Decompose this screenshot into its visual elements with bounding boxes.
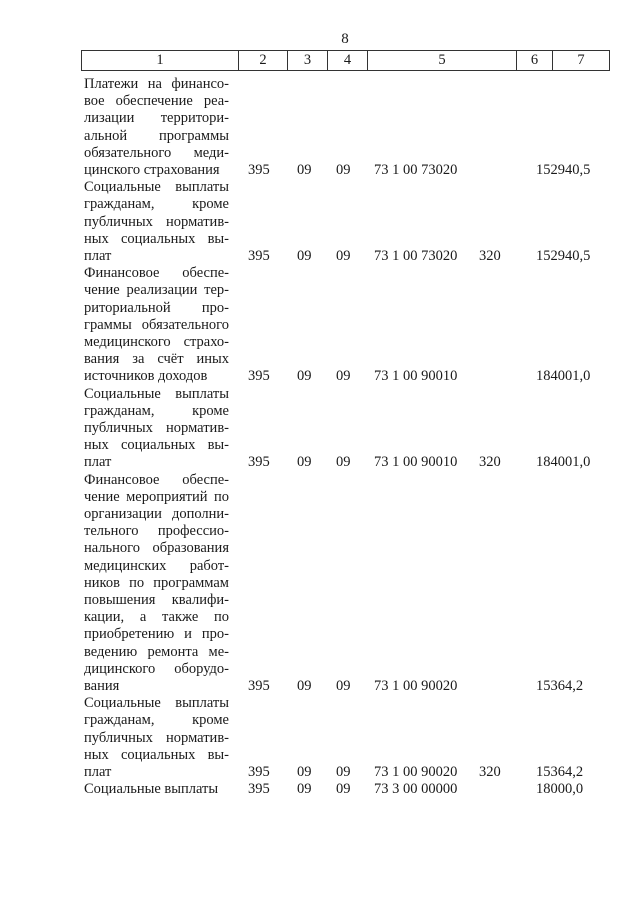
description-line: кации, а также по bbox=[84, 609, 229, 626]
description-line: плат bbox=[84, 248, 112, 264]
row-description bbox=[84, 695, 229, 781]
row-description bbox=[84, 179, 229, 265]
cell-c7: 184001,0 bbox=[536, 368, 591, 385]
header-col-3: 3 bbox=[288, 51, 328, 70]
header-col-6: 6 bbox=[517, 51, 553, 70]
cell-c2: 395 bbox=[248, 368, 270, 385]
cell-c2: 395 bbox=[248, 781, 270, 798]
cell-c5: 73 1 00 90020 bbox=[374, 677, 458, 694]
description-line: плат bbox=[84, 764, 112, 780]
cell-c4: 09 bbox=[336, 677, 351, 694]
description-line: лизации территори- bbox=[84, 110, 229, 127]
row-description bbox=[84, 386, 229, 472]
cell-c4: 09 bbox=[336, 763, 351, 780]
cell-c2: 395 bbox=[248, 162, 270, 178]
description-line: публичных норматив- bbox=[84, 213, 229, 230]
header-col-4: 4 bbox=[328, 51, 368, 70]
header-col-1: 1 bbox=[82, 51, 239, 70]
description-line: источников доходов bbox=[84, 368, 208, 385]
description-line: гражданам, кроме bbox=[84, 712, 229, 729]
description-line: ников по программам bbox=[84, 574, 229, 591]
row-description bbox=[84, 265, 229, 385]
cell-c3: 09 bbox=[297, 763, 312, 780]
cell-c4: 09 bbox=[336, 247, 351, 264]
cell-c2: 395 bbox=[248, 247, 270, 264]
description-line: ных социальных вы- bbox=[84, 746, 229, 763]
description-line: Социальные выплаты bbox=[84, 385, 229, 402]
cell-c7: 152940,5 bbox=[536, 247, 591, 264]
cell-c7: 15364,2 bbox=[536, 677, 584, 694]
description-line: организации дополни- bbox=[84, 506, 229, 522]
cell-c6: 320 bbox=[479, 454, 501, 471]
cell-c3: 09 bbox=[297, 247, 312, 264]
cell-c7: 15364,2 bbox=[536, 763, 584, 780]
header-col-5: 5 bbox=[368, 51, 517, 70]
cell-c4: 09 bbox=[336, 781, 351, 798]
cell-c3: 09 bbox=[297, 454, 312, 471]
cell-c7: 152940,5 bbox=[536, 162, 591, 178]
description-line: чение мероприятий по bbox=[84, 488, 229, 505]
description-line: Социальные выплаты bbox=[84, 781, 219, 798]
description-line: медицинского страхо- bbox=[84, 334, 229, 350]
description-line: публичных норматив- bbox=[84, 729, 229, 746]
description-line: гражданам, кроме bbox=[84, 196, 229, 213]
description-line: граммы обязательного bbox=[84, 316, 229, 333]
cell-c5: 73 1 00 90010 bbox=[374, 454, 458, 471]
row-description bbox=[84, 472, 229, 696]
description-line: чение реализации тер- bbox=[84, 282, 229, 299]
description-line: повышения квалифи- bbox=[84, 592, 229, 609]
description-line: медицинских работ- bbox=[84, 557, 229, 574]
row-description bbox=[84, 781, 229, 798]
description-line: ведению ремонта ме- bbox=[84, 643, 229, 660]
description-line: дицинского оборудо- bbox=[84, 660, 229, 677]
row-description bbox=[84, 76, 229, 179]
description-line: Финансовое обеспе- bbox=[84, 265, 229, 282]
header-col-2: 2 bbox=[239, 51, 288, 70]
cell-c5: 73 1 00 73020 bbox=[374, 247, 458, 264]
cell-c5: 73 1 00 90010 bbox=[374, 368, 458, 385]
cell-c4: 09 bbox=[336, 454, 351, 471]
description-line: вое обеспечение реа- bbox=[84, 93, 229, 110]
description-line: ных социальных вы- bbox=[84, 437, 229, 454]
description-line: цинского страхования bbox=[84, 162, 220, 179]
description-line: Финансовое обеспе- bbox=[84, 471, 229, 488]
description-line: альной программы bbox=[84, 127, 229, 144]
description-line: Платежи на финансо- bbox=[84, 76, 229, 92]
description-line: тельного профессио- bbox=[84, 523, 229, 540]
description-line: публичных норматив- bbox=[84, 420, 229, 436]
cell-c3: 09 bbox=[297, 677, 312, 694]
description-line: вания за счёт иных bbox=[84, 351, 229, 368]
cell-c4: 09 bbox=[336, 162, 351, 178]
header-col-7: 7 bbox=[577, 52, 585, 68]
description-line: обязательного меди- bbox=[84, 144, 229, 161]
page-number: 8 bbox=[341, 31, 349, 47]
cell-c3: 09 bbox=[297, 368, 312, 385]
cell-c5: 73 3 00 00000 bbox=[374, 781, 458, 798]
cell-c3: 09 bbox=[297, 162, 312, 178]
description-line: риториальной про- bbox=[84, 299, 229, 316]
description-line: вания bbox=[84, 678, 120, 695]
description-line: гражданам, кроме bbox=[84, 402, 229, 419]
description-line: Социальные выплаты bbox=[84, 179, 229, 196]
cell-c5: 73 1 00 90020 bbox=[374, 763, 458, 780]
cell-c5: 73 1 00 73020 bbox=[374, 162, 458, 178]
cell-c6: 320 bbox=[479, 763, 501, 780]
description-line: плат bbox=[84, 454, 112, 471]
cell-c7: 184001,0 bbox=[536, 454, 591, 471]
cell-c2: 395 bbox=[248, 677, 270, 694]
cell-c7: 18000,0 bbox=[536, 781, 584, 798]
cell-c4: 09 bbox=[336, 368, 351, 385]
cell-c2: 395 bbox=[248, 454, 270, 471]
description-line: приобретению и про- bbox=[84, 626, 229, 643]
cell-c3: 09 bbox=[297, 781, 312, 798]
description-line: нального образования bbox=[84, 540, 229, 557]
cell-c2: 395 bbox=[248, 763, 270, 780]
cell-c6: 320 bbox=[479, 247, 501, 264]
description-line: Социальные выплаты bbox=[84, 695, 229, 712]
description-line: ных социальных вы- bbox=[84, 230, 229, 247]
table-header bbox=[81, 50, 610, 71]
